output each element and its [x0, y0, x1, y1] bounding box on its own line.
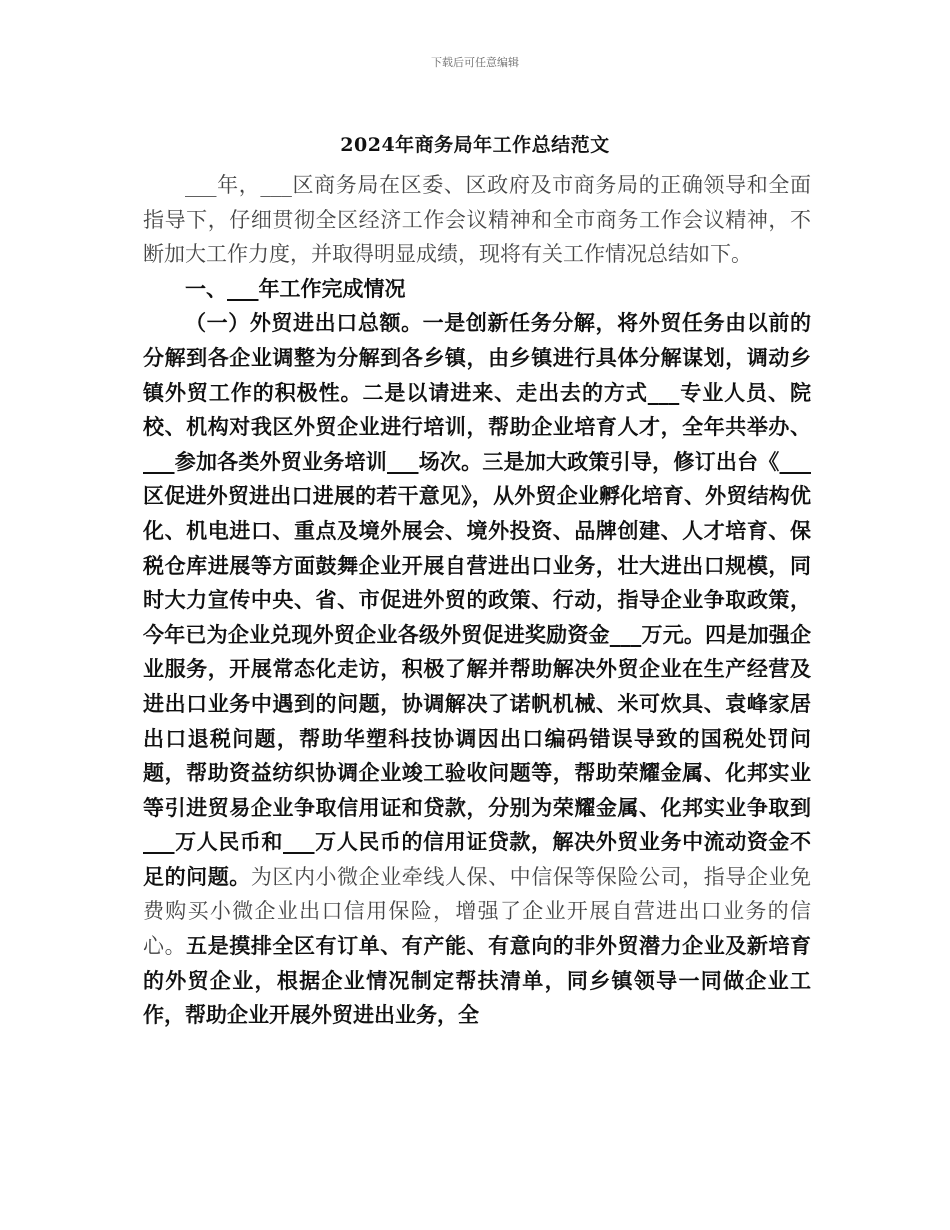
- page-header-note: 下载后可任意编辑: [431, 56, 519, 69]
- intro-paragraph: ___年，___区商务局在区委、区政府及市商务局的正确领导和全面指导下，仔细贯彻全区经济工作会议精神和全市商务工作会议精神，不断加大工作力度，并取得明显成绩，现将有关工作情况总结如下。: [143, 173, 811, 267]
- paragraph-bold-text-continued: 五是摸排全区有订单、有产能、有意向的非外贸潜力企业及新培育的外贸企业，根据企业情况制定帮扶清单，同乡镇领导一同做企业工作，帮助企业开展外贸进出业务，全: [143, 933, 812, 1028]
- paragraph-light-text: 为区内小微企业牵线人保、中信保等保险公司，指导企业免费购买小微企业出口信用保险，增强了企业开展自营进出口业务的信心。: [143, 864, 812, 959]
- section-heading: 一、___年工作完成情况: [185, 275, 406, 301]
- document-title: 2024年商务局年工作总结范文: [340, 134, 610, 156]
- section-paragraph: [143, 306, 811, 1032]
- document-body: [143, 168, 811, 1033]
- paragraph-bold-text: （一）外贸进出口总额。一是创新任务分解，将外贸任务由以前的分解到各企业调整为分解到各乡镇，由乡镇进行具体分解谋划，调动乡镇外贸工作的积极性。二是以请进来、走出去的方式___专业人员、院校、机构对我区外贸企业进行培训，帮助企业培育人才，全年共举办、___参加各类外贸业务培训___场次。三是加大政策引导，修订出台《___区促进外贸进出口进展的若干意见》，从外贸企业孵化培育、外贸结构优化、机电进口、重点及境外展会、境外投资、品牌创建、人才培育、保税仓库进展等方面鼓舞企业开展自营进出口业务，壮大进出口规模，同时大力宣传中央、省、市促进外贸的政策、行动，指导企业争取政策，今年已为企业兑现外贸企业各级外贸促进奖励资金___万元。四是加强企业服务，开展常态化走访，积极了解并帮助解决外贸企业在生产经营及进出口业务中遇到的问题，协调解决了诺帆机械、米可炊具、袁峰家居出口退税问题，帮助华塑科技协调因出口编码错误导致的国税处罚问题，帮助资益纺织协调企业竣工验收问题等，帮助荣耀金属、化邦实业等引进贸易企业争取信用证和贷款，分别为荣耀金属、化邦实业争取到___万人民币和___万人民币的信用证贷款，解决外贸业务中流动资金不足的问题。: [143, 310, 811, 889]
